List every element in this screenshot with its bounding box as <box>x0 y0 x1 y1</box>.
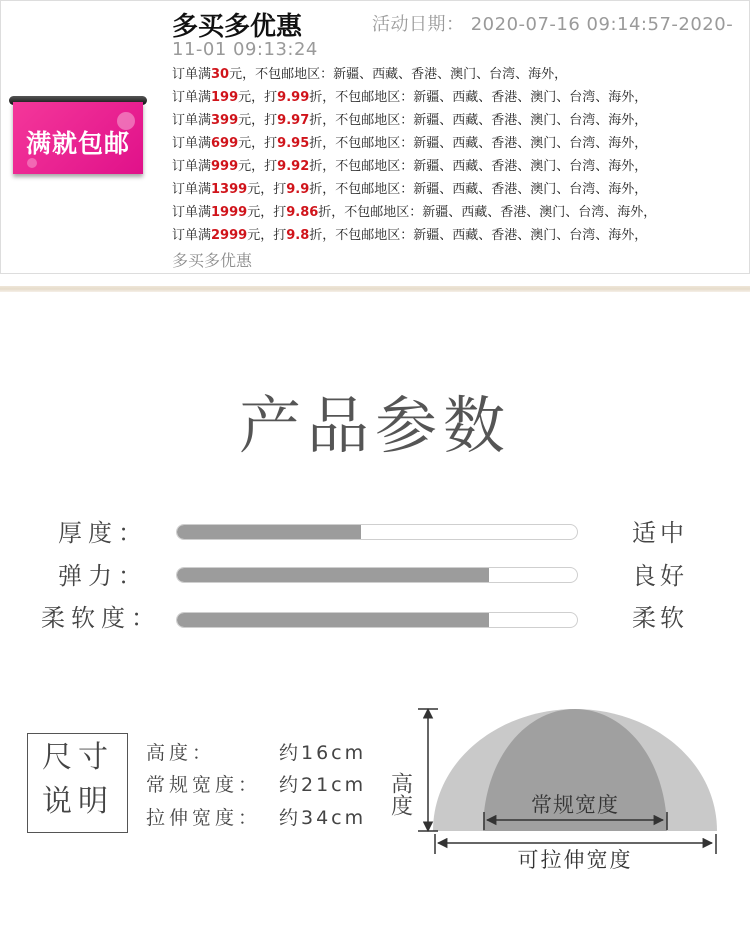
rule-amount: 2999 <box>211 228 248 243</box>
banner-text: 满就包邮 <box>25 129 130 158</box>
rule-text: 元，打 <box>238 136 278 151</box>
size-label-height: 高度： <box>146 742 216 764</box>
size-label-stretch-width: 拉伸宽度： <box>146 807 262 829</box>
promo-dates: 活动日期： 2020-07-16 09:14:57-2020-11-01 09:13:24 <box>172 14 734 60</box>
rule-discount: 9.95 <box>277 136 310 151</box>
param-value-softness: 柔软 <box>632 604 688 632</box>
rule-prefix: 订单满 <box>172 67 212 82</box>
rule-amount: 1999 <box>211 205 248 220</box>
size-value-normal-width: 约21cm <box>279 774 367 796</box>
rule-suffix: 折，不包邮地区：新疆、西藏、香港、澳门、台湾、海外， <box>309 136 648 151</box>
size-value-stretch-width: 约34cm <box>279 807 367 829</box>
rule-prefix: 订单满 <box>172 228 212 243</box>
params-title: 产品参数 <box>238 389 511 462</box>
rule-prefix: 订单满 <box>172 90 212 105</box>
rule-amount: 1399 <box>211 182 248 197</box>
rule-prefix: 订单满 <box>172 136 212 151</box>
param-label-thickness: 厚度： <box>58 519 148 547</box>
rule-prefix: 订单满 <box>172 159 212 174</box>
rule-discount: 9.97 <box>277 113 310 128</box>
param-value-thickness: 适中 <box>632 519 688 547</box>
rule-text: 元，打 <box>247 205 287 220</box>
rule-discount: 9.92 <box>277 159 310 174</box>
rule-discount: 9.8 <box>286 228 310 243</box>
rule-discount: 9.9 <box>286 182 310 197</box>
diagram-stretch-width-label: 可拉伸宽度 <box>517 848 633 872</box>
rule-amount: 30 <box>211 67 230 82</box>
rule-text: 元，打 <box>238 90 278 105</box>
rule-prefix: 订单满 <box>172 113 212 128</box>
rule-amount: 699 <box>211 136 239 151</box>
size-box-line2: 说明 <box>42 784 114 819</box>
rule-suffix: 折，不包邮地区：新疆、西藏、香港、澳门、台湾、海外， <box>318 205 657 220</box>
rule-text: 元，打 <box>247 228 287 243</box>
param-label-softness: 柔软度： <box>41 604 161 632</box>
promo-title: 多买多优惠 <box>172 12 303 42</box>
rule-amount: 999 <box>211 159 239 174</box>
size-value-height: 约16cm <box>279 742 367 764</box>
size-label-normal-width: 常规宽度： <box>146 774 262 796</box>
param-value-elasticity: 良好 <box>632 562 688 590</box>
param-label-elasticity: 弹力： <box>58 562 148 590</box>
rule-suffix: 折，不包邮地区：新疆、西藏、香港、澳门、台湾、海外， <box>309 159 648 174</box>
promo-footer: 多买多优惠 <box>172 251 253 270</box>
rule-suffix: 折，不包邮地区：新疆、西藏、香港、澳门、台湾、海外， <box>309 90 648 105</box>
size-box-line1: 尺寸 <box>42 740 114 775</box>
rule-suffix: 折，不包邮地区：新疆、西藏、香港、澳门、台湾、海外， <box>309 228 648 243</box>
rule-suffix: 折，不包邮地区：新疆、西藏、香港、澳门、台湾、海外， <box>309 182 648 197</box>
rule-discount: 9.86 <box>286 205 319 220</box>
rule-prefix: 订单满 <box>172 205 212 220</box>
rule-text: 元，打 <box>247 182 287 197</box>
rule-discount: 9.99 <box>277 90 310 105</box>
rule-text: 元，不包邮地区：新疆、西藏、香港、澳门、台湾、海外， <box>229 67 568 82</box>
rule-prefix: 订单满 <box>172 182 212 197</box>
rule-text: 元，打 <box>238 159 278 174</box>
rule-suffix: 折，不包邮地区：新疆、西藏、香港、澳门、台湾、海外， <box>309 113 648 128</box>
diagram-normal-width-label: 常规宽度 <box>531 793 619 817</box>
rule-text: 元，打 <box>238 113 278 128</box>
diagram-height-label: 高度 <box>387 772 413 816</box>
rule-amount: 199 <box>211 90 239 105</box>
rule-amount: 399 <box>211 113 239 128</box>
